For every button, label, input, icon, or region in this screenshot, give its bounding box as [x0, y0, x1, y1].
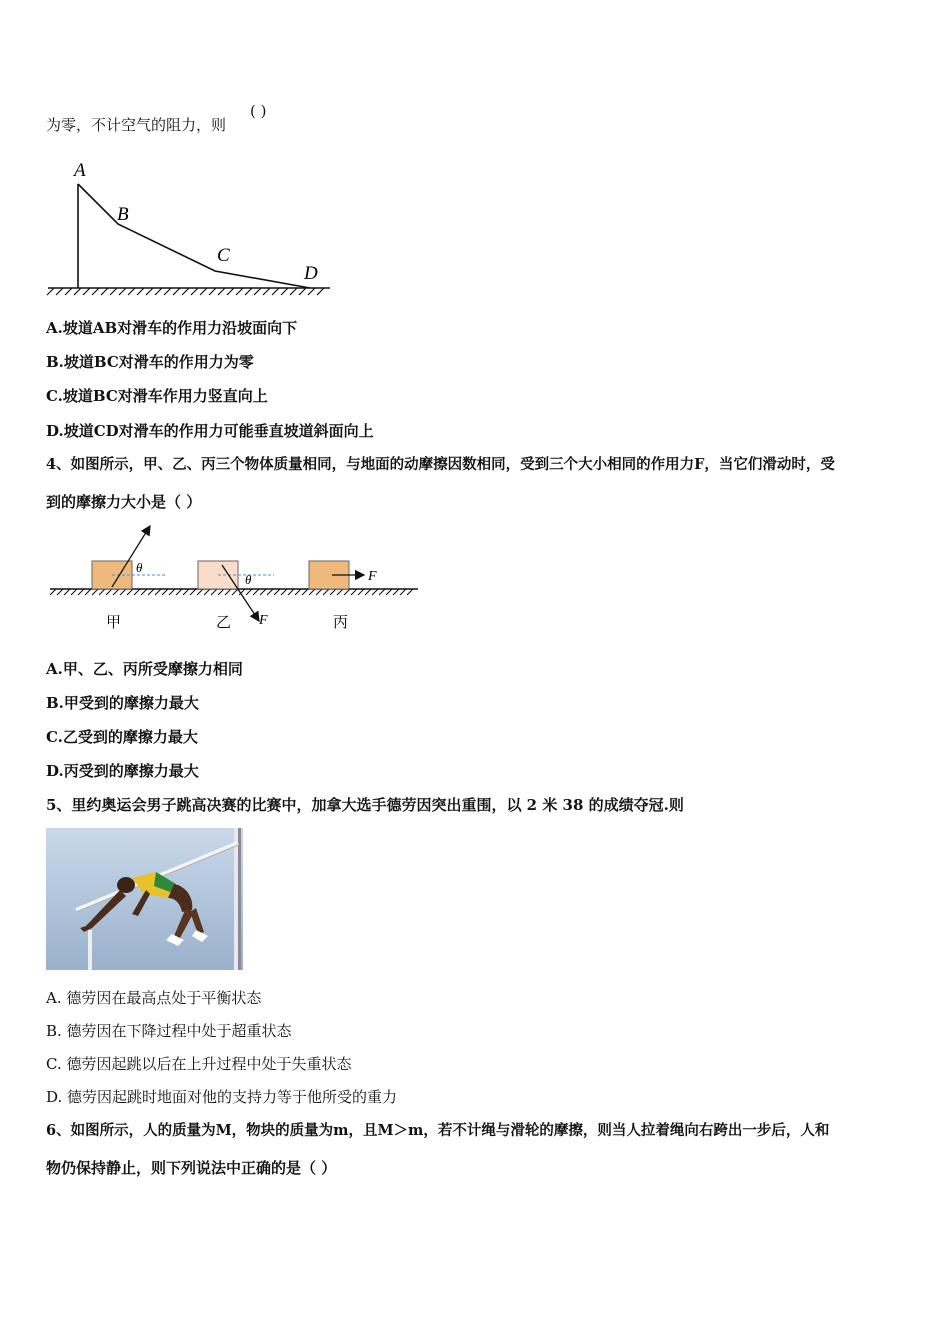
- q4-stem-line1: 4、如图所示，甲、乙、丙三个物体质量相同，与地面的动摩擦因数相同，受到三个大小相同的作用力F，当它们滑动时，受: [46, 456, 835, 473]
- ground-hatch: [169, 589, 175, 595]
- ground-hatch: [281, 589, 287, 595]
- ground-hatch: [209, 288, 216, 295]
- ground-hatch: [232, 589, 238, 595]
- ground-hatch: [351, 589, 357, 595]
- ground-hatch: [190, 589, 196, 595]
- ground-hatch: [56, 288, 63, 295]
- ground-hatch: [365, 589, 371, 595]
- ground-hatch: [137, 288, 144, 295]
- q3-option-d: D.坡道CD对滑车的作用力可能垂直坡道斜面向上: [46, 422, 374, 440]
- ground-hatch: [358, 589, 364, 595]
- ground-hatch: [200, 288, 207, 295]
- ground-hatch: [308, 288, 315, 295]
- ground-hatch: [148, 589, 154, 595]
- ground-hatch: [113, 589, 119, 595]
- q4-option-b: B.甲受到的摩擦力最大: [46, 694, 199, 712]
- label-yi: 乙: [216, 615, 232, 631]
- ground-hatch: [128, 288, 135, 295]
- label-bing: 丙: [333, 615, 349, 631]
- ground-hatch: [92, 288, 99, 295]
- q5-option-a: A. 德劳因在最高点处于平衡状态: [46, 989, 262, 1007]
- ground-hatch: [85, 589, 91, 595]
- ground-hatch: [263, 288, 270, 295]
- ground-hatch: [64, 589, 70, 595]
- ground-hatch: [204, 589, 210, 595]
- ground-hatch: [227, 288, 234, 295]
- ground-hatch: [173, 288, 180, 295]
- ground-hatch: [272, 288, 279, 295]
- q4-option-d: D.丙受到的摩擦力最大: [46, 762, 199, 780]
- q3-option-a: A.坡道AB对滑车的作用力沿坡面向下: [46, 319, 298, 337]
- label-b: B: [117, 204, 129, 225]
- ground-hatch: [74, 288, 81, 295]
- q5-option-b: B. 德劳因在下降过程中处于超重状态: [46, 1022, 292, 1040]
- ground-hatch: [267, 589, 273, 595]
- ground-hatch: [127, 589, 133, 595]
- ground-hatch: [155, 589, 161, 595]
- label-a: A: [74, 160, 86, 181]
- ground-hatch: [316, 589, 322, 595]
- ground-hatch: [218, 589, 224, 595]
- q3-answer-paren: ( ): [250, 102, 267, 120]
- ground-hatch: [295, 589, 301, 595]
- q3-stem-tail: 为零，不计空气的阻力，则: [46, 116, 227, 134]
- high-jump-photo: [46, 828, 243, 970]
- ground-hatch: [50, 589, 56, 595]
- ground-hatch: [141, 589, 147, 595]
- ground-hatch: [281, 288, 288, 295]
- theta-jia: θ: [136, 560, 143, 575]
- ground-hatch: [253, 589, 259, 595]
- ground-hatch: [323, 589, 329, 595]
- ground-hatch: [344, 589, 350, 595]
- ground-hatch: [288, 589, 294, 595]
- ground-hatch: [274, 589, 280, 595]
- theta-yi: θ: [245, 572, 252, 587]
- ground-hatch: [134, 589, 140, 595]
- ground-hatch: [379, 589, 385, 595]
- ground-hatch: [254, 288, 261, 295]
- label-c: C: [217, 245, 230, 266]
- label-jia: 甲: [106, 615, 122, 631]
- ground-hatch: [71, 589, 77, 595]
- ground-hatch: [119, 288, 126, 295]
- ground-hatch: [393, 589, 399, 595]
- ground-hatch: [245, 288, 252, 295]
- ground-hatch: [78, 589, 84, 595]
- ground-hatch: [330, 589, 336, 595]
- ground-hatch: [407, 589, 413, 595]
- ground-hatch: [92, 589, 98, 595]
- label-d: D: [304, 263, 318, 284]
- force-label-yi: F: [259, 613, 268, 628]
- ground-hatch: [162, 589, 168, 595]
- q3-slope-figure: [40, 150, 340, 302]
- ground-hatch: [164, 288, 171, 295]
- ground-hatch: [57, 589, 63, 595]
- ground-hatch: [260, 589, 266, 595]
- q3-option-c: C.坡道BC对滑车作用力竖直向上: [46, 387, 268, 405]
- q4-option-c: C.乙受到的摩擦力最大: [46, 728, 198, 746]
- ground-hatch: [83, 288, 90, 295]
- ground-hatch: [191, 288, 198, 295]
- ground-hatch: [218, 288, 225, 295]
- q6-stem-line1: 6、如图所示，人的质量为M，物块的质量为m，且M＞m，若不计绳与滑轮的摩擦，则当人拉着绳向右跨出一步后，人和: [46, 1122, 830, 1139]
- ground-hatch: [182, 288, 189, 295]
- ground-hatch: [110, 288, 117, 295]
- ground-hatch: [99, 589, 105, 595]
- q5-option-c: C. 德劳因起跳以后在上升过程中处于失重状态: [46, 1055, 352, 1073]
- q4-blocks-figure: [46, 520, 426, 635]
- ground-hatch: [302, 589, 308, 595]
- ground-hatch: [211, 589, 217, 595]
- ground-hatch: [106, 589, 112, 595]
- ground-hatch: [101, 288, 108, 295]
- ground-hatch: [309, 589, 315, 595]
- ground-hatch: [47, 288, 54, 295]
- ground-hatch: [120, 589, 126, 595]
- ground-hatch: [155, 288, 162, 295]
- ground-hatch: [236, 288, 243, 295]
- ground-hatch: [299, 288, 306, 295]
- ground-hatch: [65, 288, 72, 295]
- q5-option-d: D. 德劳因起跳时地面对他的支持力等于他所受的重力: [46, 1088, 398, 1106]
- ground-hatch: [372, 589, 378, 595]
- ground-hatch: [400, 589, 406, 595]
- q4-option-a: A.甲、乙、丙所受摩擦力相同: [46, 660, 243, 678]
- ground-hatch: [290, 288, 297, 295]
- q4-stem-line2: 到的摩擦力大小是（ ）: [46, 493, 202, 511]
- ground-hatch: [317, 288, 324, 295]
- ground-hatch: [225, 589, 231, 595]
- ground-hatch: [146, 288, 153, 295]
- q5-stem: 5、里约奥运会男子跳高决赛的比赛中，加拿大选手德劳因突出重围，以 2 米 38 的成绩夺冠.则: [46, 796, 684, 814]
- q3-option-b: B.坡道BC对滑车的作用力为零: [46, 353, 254, 371]
- ground-hatch: [337, 589, 343, 595]
- ground-hatch: [176, 589, 182, 595]
- q6-stem-line2: 物仍保持静止，则下列说法中正确的是（ ）: [46, 1159, 337, 1177]
- ground-hatch: [386, 589, 392, 595]
- ground-hatch: [197, 589, 203, 595]
- ground-hatch: [246, 589, 252, 595]
- force-label-bing: F: [368, 569, 377, 584]
- ground-hatch: [183, 589, 189, 595]
